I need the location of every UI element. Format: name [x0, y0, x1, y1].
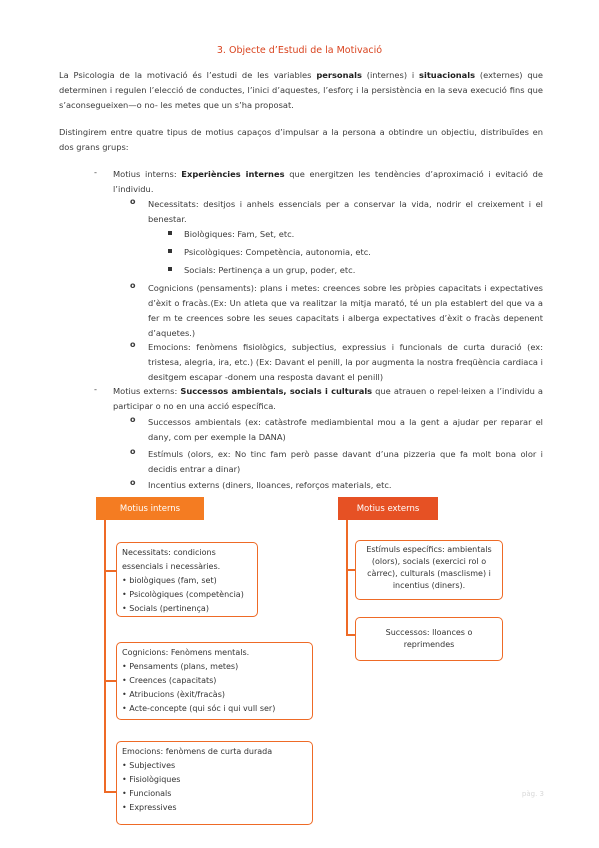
sub-item-psicologiques: Psicològiques: Competència, autonomia, etc. [184, 247, 371, 257]
incentius-item: Incentius externs (diners, lloances, reforços materials, etc. [148, 480, 392, 490]
circle-bullet: o [130, 478, 136, 487]
connector-line [346, 634, 355, 636]
box-list-item: • Atribucions (èxit/fracàs) [122, 688, 307, 702]
necessitats-box [116, 542, 258, 617]
box-list-item: • biològiques (fam, set) [122, 574, 252, 588]
successos-item: Successos ambientals (ex: catàstrofe mediambiental mou a la gent a ajudar per reparar el dany, com per exemple la DANA) [148, 417, 543, 442]
page-number: pàg. 3 [521, 790, 544, 798]
section-title: 3. Objecte d’Estudi de la Motivació [216, 45, 383, 56]
estimuls-box: Estímuls específics: ambientals (olors), socials (exercici rol o càrrec), culturals (masclisme) i incentius (diners). [355, 540, 503, 600]
box-list-item: • Socials (pertinença) [122, 602, 252, 616]
circle-bullet: o [130, 447, 136, 456]
motius-interns-header: Motius interns [96, 497, 204, 520]
box-list-item: • Psicològiques (competència) [122, 588, 252, 602]
connector-line [346, 569, 355, 571]
necessitats-item: Necessitats: desitjos i anhels essencials per a conservar la vida, nodrir el creixement i el benestar. [148, 199, 543, 224]
circle-bullet: o [130, 415, 136, 424]
circle-bullet: o [130, 340, 136, 349]
sub-item-biologiques: Biològiques: Fam, Set, etc. [184, 229, 295, 239]
box-heading: Necessitats: condicions essencials i necessàries. [122, 548, 221, 571]
connector-line [104, 680, 116, 682]
distinguirem-paragraph: Distingirem entre quatre tipus de motius capaços d’impulsar a la persona a obtindre un objectiu, distribuïdes en dos grans grups: [59, 127, 543, 152]
motius-externs-header: Motius externs [338, 497, 438, 520]
dash-bullet: - [94, 167, 97, 177]
emocions-box [116, 741, 313, 825]
motius-interns-item: Motius interns: Experiències internes que energitzen les tendències d’aproximació i evitació de l’individu. [113, 169, 543, 194]
connector-line [104, 791, 116, 793]
dash-bullet: - [94, 384, 97, 394]
box-list-item: • Subjectives [122, 759, 307, 773]
cognicions-item: Cognicions (pensaments): plans i metes: creences sobre les pròpies capacitats i expectatives d’èxit o fracàs.(Ex: Un atleta que va realitzar la mitja marató, té un pla establert del que va a fer m te creences sobre les seues capacitats i alberga expectatives d’èxit o fracàs depenent d’aquetes.) [148, 283, 543, 338]
square-bullet [168, 249, 172, 253]
estimuls-item: Estímuls (olors, ex: No tinc fam però passe davant d’una pizzeria que fa molt bona olor i decidis entrar a dinar) [148, 449, 543, 474]
cognicions-box [116, 642, 313, 720]
connector-line [104, 570, 116, 572]
box-heading: Cognicions: Fenòmens mentals. [122, 648, 250, 657]
circle-bullet: o [130, 197, 136, 206]
box-list-item: • Pensaments (plans, metes) [122, 660, 307, 674]
box-list-item: • Acte-concepte (qui sóc i qui vull ser) [122, 702, 307, 716]
emocions-item: Emocions: fenòmens fisiològics, subjectius, expressius i funcionals de curta duració (ex: tristesa, alegria, ira, etc.) (Ex: Davant el penill, la por augmenta la nostra freqüència cardiaca i desitgem escapar -donem una resposta davant el penill) [148, 342, 543, 382]
box-list-item: • Funcionals [122, 787, 307, 801]
successos-box: Successos: lloances o reprimendes [355, 617, 503, 661]
connector-line [104, 520, 106, 792]
intro-paragraph: La Psicologia de la motivació és l’estudi de les variables personals (internes) i situacionals (externes) que determinen i regulen l’elecció de conductes, l’inici d’aquestes, l’esforç i la persistència en la seva execució fins que s’aconsegueixen—o no- les metes que un s’ha proposat. [59, 70, 543, 110]
box-list-item: • Fisiològiques [122, 773, 307, 787]
motius-externs-item: Motius externs: Successos ambientals, socials i culturals que atrauen o repel·leixen a l’individu a participar o no en una acció específica. [113, 386, 543, 411]
square-bullet [168, 231, 172, 235]
box-list-item: • Creences (capacitats) [122, 674, 307, 688]
box-heading: Emocions: fenòmens de curta durada [122, 747, 273, 756]
box-list-item: • Expressives [122, 801, 307, 815]
sub-item-socials: Socials: Pertinença a un grup, poder, etc. [184, 265, 356, 275]
connector-line [346, 520, 348, 635]
circle-bullet: o [130, 281, 136, 290]
square-bullet [168, 267, 172, 271]
